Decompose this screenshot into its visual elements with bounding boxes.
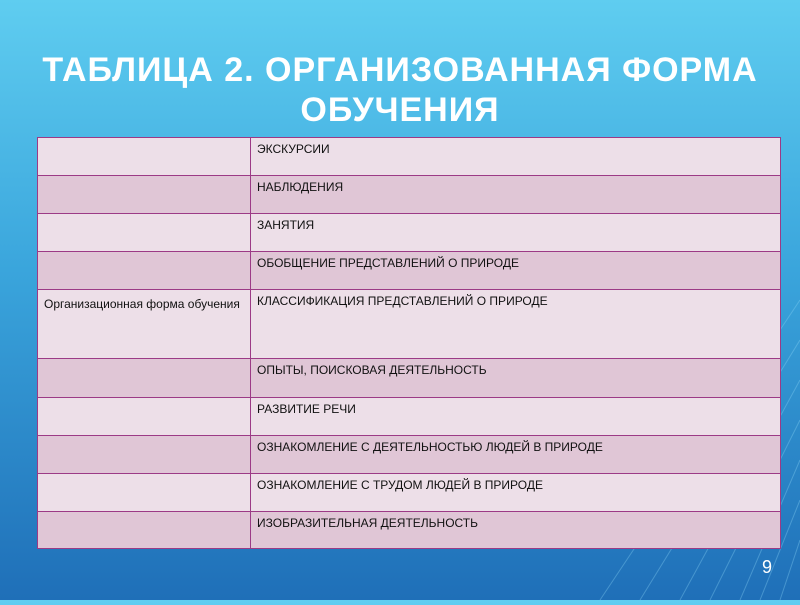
- label-cell-empty: [38, 214, 251, 252]
- label-cell-empty: [38, 359, 251, 397]
- table-row: [38, 473, 781, 511]
- label-cell-empty: [38, 252, 251, 290]
- table-row: [38, 138, 781, 176]
- organized-form-table: [37, 137, 781, 549]
- activity-cell: КЛАССИФИКАЦИЯ ПРЕДСТАВЛЕНИЙ О ПРИРОДЕ: [251, 290, 781, 359]
- slide-title: ТАБЛИЦА 2. ОРГАНИЗОВАННАЯ ФОРМА ОБУЧЕНИЯ: [42, 51, 758, 129]
- label-cell-empty: [38, 511, 251, 548]
- table-row: [38, 435, 781, 473]
- label-cell-empty: [38, 176, 251, 214]
- activity-cell: ЗАНЯТИЯ: [251, 214, 781, 252]
- label-cell-empty: [38, 473, 251, 511]
- table-row: [38, 214, 781, 252]
- activity-cell: ОБОБЩЕНИЕ ПРЕДСТАВЛЕНИЙ О ПРИРОДЕ: [251, 252, 781, 290]
- label-cell-empty: [38, 138, 251, 176]
- label-cell-empty: [38, 397, 251, 435]
- table-row: [38, 176, 781, 214]
- activity-cell: НАБЛЮДЕНИЯ: [251, 176, 781, 214]
- table-row: [38, 511, 781, 548]
- activity-cell: ЭКСКУРСИИ: [251, 138, 781, 176]
- activity-cell: ОЗНАКОМЛЕНИЕ С ТРУДОМ ЛЮДЕЙ В ПРИРОДЕ: [251, 473, 781, 511]
- table-row: [38, 359, 781, 397]
- table-row: [38, 397, 781, 435]
- table-row: [38, 290, 781, 359]
- table-row: [38, 252, 781, 290]
- label-cell-empty: [38, 435, 251, 473]
- activity-cell: ОПЫТЫ, ПОИСКОВАЯ ДЕЯТЕЛЬНОСТЬ: [251, 359, 781, 397]
- page-number: 9: [761, 557, 772, 577]
- activity-cell: ОЗНАКОМЛЕНИЕ С ДЕЯТЕЛЬНОСТЬЮ ЛЮДЕЙ В ПРИРОДЕ: [251, 435, 781, 473]
- form-label-cell: Организационная форма обучения: [38, 290, 251, 359]
- activity-cell: ИЗОБРАЗИТЕЛЬНАЯ ДЕЯТЕЛЬНОСТЬ: [251, 511, 781, 548]
- activity-cell: РАЗВИТИЕ РЕЧИ: [251, 397, 781, 435]
